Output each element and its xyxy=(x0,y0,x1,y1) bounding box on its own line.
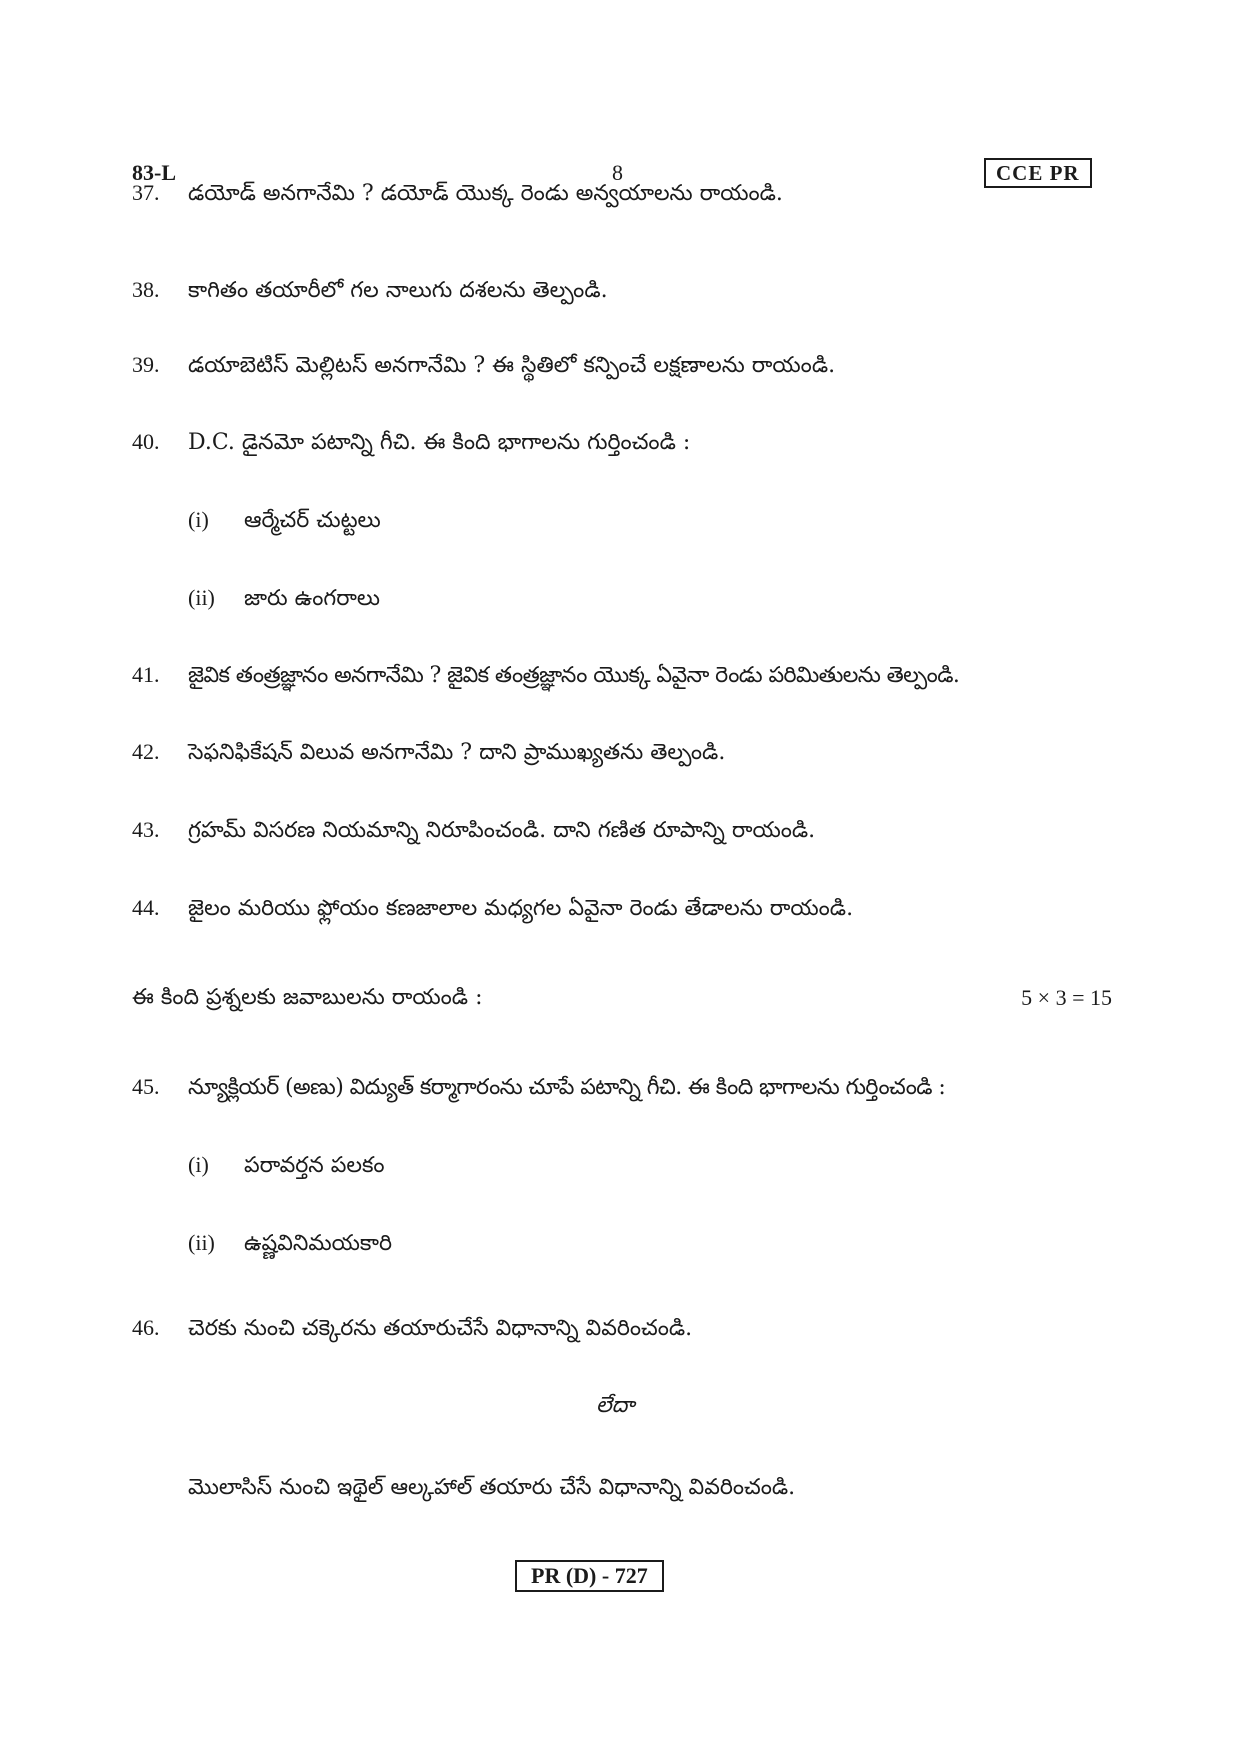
footer-code-badge: PR (D) - 727 xyxy=(515,1560,664,1592)
question-43 xyxy=(132,815,815,846)
part-text: జారు ఉంగరాలు xyxy=(244,586,381,611)
question-text: కాగితం తయారీలో గల నాలుగు దశలను తెల్పండి. xyxy=(188,278,608,303)
question-38 xyxy=(132,275,608,306)
series-badge: CCE PR xyxy=(984,158,1092,188)
question-number: 42. xyxy=(132,739,160,764)
question-number: 45. xyxy=(132,1074,160,1099)
question-number: 40. xyxy=(132,429,160,454)
question-number: 39. xyxy=(132,352,160,377)
question-text: జైవిక తంత్రజ్ఞానం అనగానేమి ? జైవిక తంత్రజ్ఞానం యొక్క ఏవైనా రెండు పరిమితులను తెల్పండి. xyxy=(188,663,960,688)
section-instruction: ఈ కింది ప్రశ్నలకు జవాబులను రాయండి : xyxy=(132,985,483,1010)
question-text: గ్రహమ్ విసరణ నియమాన్ని నిరూపించండి. దాని గణిత రూపాన్ని రాయండి. xyxy=(188,818,816,843)
part-label: (i) xyxy=(188,1152,209,1177)
question-text: డయాబెటిస్ మెల్లిటస్ అనగానేమి ? ఈ స్థితిలో కన్పించే లక్షణాలను రాయండి. xyxy=(188,353,836,378)
question-39 xyxy=(132,350,835,381)
question-41 xyxy=(132,660,959,691)
question-number: 38. xyxy=(132,277,160,302)
question-42 xyxy=(132,737,725,768)
section-heading xyxy=(132,983,1112,1013)
question-37 xyxy=(132,178,783,209)
question-40-part-i xyxy=(188,505,381,536)
page-number: 8 xyxy=(612,160,623,185)
question-46-alternative xyxy=(188,1473,795,1503)
question-text: D.C. డైనమో పటాన్ని గీచి. ఈ కింది భాగాలను గుర్తించండి : xyxy=(188,430,691,455)
question-text: సెఫనిఫికేషన్ విలువ అనగానేమి ? దాని ప్రాముఖ్యతను తెల్పండి. xyxy=(188,740,726,765)
question-text: డయోడ్ అనగానేమి ? డయోడ్ యొక్క రెండు అన్వయాలను రాయండి. xyxy=(188,181,783,206)
question-number: 43. xyxy=(132,817,160,842)
paper-code: 83-L xyxy=(132,160,176,185)
question-number: 46. xyxy=(132,1315,160,1340)
question-number: 37. xyxy=(132,180,160,205)
question-number: 44. xyxy=(132,895,160,920)
part-label: (i) xyxy=(188,507,209,532)
question-40 xyxy=(132,427,690,458)
question-number: 41. xyxy=(132,662,160,687)
part-label: (ii) xyxy=(188,1230,215,1255)
question-46 xyxy=(132,1313,692,1344)
alternative-text: మొలాసిస్ నుంచి ఇథైల్ ఆల్కహాల్ తయారు చేసే విధానాన్ని వివరించండి. xyxy=(188,1475,796,1500)
part-label: (ii) xyxy=(188,585,215,610)
question-45 xyxy=(132,1072,945,1103)
question-40-part-ii xyxy=(188,583,380,614)
question-text: చెరకు నుంచి చక్కెరను తయారుచేసే విధానాన్ని వివరించండి. xyxy=(188,1316,693,1341)
part-text: ఆర్మేచర్ చుట్టలు xyxy=(244,508,381,533)
section-marks: 5 × 3 = 15 xyxy=(1021,985,1112,1010)
question-45-part-i xyxy=(188,1150,385,1181)
part-text: పరావర్తన పలకం xyxy=(244,1153,385,1178)
question-45-part-ii xyxy=(188,1228,392,1259)
part-text: ఉష్ణవినిమయకారి xyxy=(244,1231,393,1256)
question-text: జైలం మరియు ఫ్లోయం కణజాలాల మధ్యగల ఏవైనా రెండు తేడాలను రాయండి. xyxy=(188,896,854,921)
question-44 xyxy=(132,893,853,924)
question-text: న్యూక్లియర్ (అణు) విద్యుత్ కర్మాగారంను చూపే పటాన్ని గీచి. ఈ కింది భాగాలను గుర్తించండి : xyxy=(188,1075,946,1100)
or-separator: లేదా xyxy=(596,1393,635,1418)
